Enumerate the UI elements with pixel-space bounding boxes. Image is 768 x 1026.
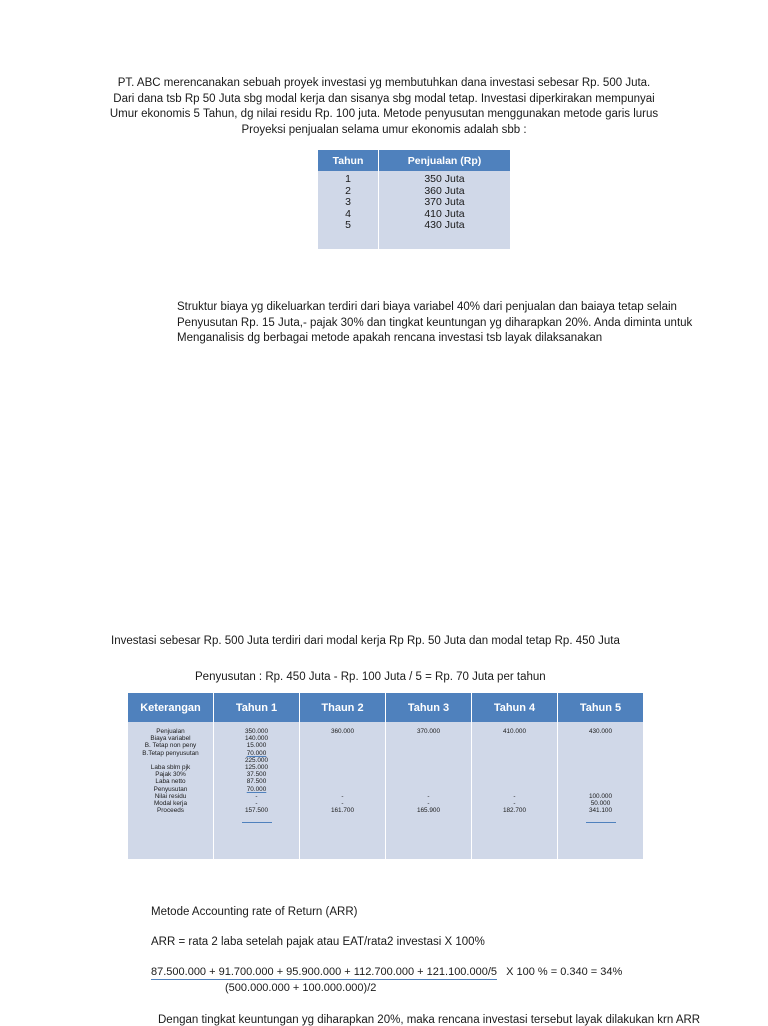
year-value: 3: [345, 196, 351, 208]
calc-year5-cell: [558, 722, 644, 859]
calc-value: [558, 757, 643, 764]
calc-label: [128, 757, 213, 764]
arr-result: X 100 % = 0.340 = 34%: [506, 966, 623, 978]
calc-value: [472, 778, 557, 785]
calc-label: Biaya variabel: [150, 735, 191, 743]
sales-table: [318, 150, 511, 249]
calc-year3-cell: [386, 722, 472, 859]
calc-value: 341.100: [588, 807, 613, 815]
intro-line: Dari dana tsb Rp 50 Juta sbg modal kerja dan sisanya sbg modal tetap. Investasi diperkirakan mempunyai: [113, 92, 655, 105]
calc-header: Keterangan: [128, 693, 214, 722]
calc-value: 370.000: [416, 728, 441, 735]
calc-value: -: [255, 800, 258, 808]
intro-line: Proyeksi penjualan selama umur ekonomis adalah sbb :: [241, 123, 527, 136]
calc-value: 50.000: [590, 800, 611, 808]
intro-paragraph: [0, 76, 768, 138]
calc-value: 157.500: [244, 807, 269, 815]
calc-value: [300, 778, 385, 785]
calc-label: Penyusutan: [153, 785, 188, 793]
calc-value: -: [255, 792, 258, 800]
calc-value: [472, 735, 557, 742]
calc-value: 70.000: [246, 785, 267, 793]
structure-line: Struktur biaya yg dikeluarkan terdiri dari biaya variabel 40% dari penjualan dan baiaya tetap selain: [177, 301, 677, 313]
calc-label: B. Tetap non peny: [144, 742, 197, 750]
calc-value: -: [513, 800, 516, 808]
calc-value: [386, 735, 471, 742]
calc-value: [386, 764, 471, 771]
calc-label: Laba sblm pjk: [150, 764, 191, 772]
calc-value: [300, 735, 385, 742]
calc-value: [300, 750, 385, 757]
structure-line: Menganalisis dg berbagai metode apakah rencana investasi tsb layak dilaksanakan: [177, 332, 603, 344]
calc-label: Pajak 30%: [155, 771, 186, 779]
calc-label: Proceeds: [157, 807, 184, 815]
cost-structure-paragraph: [177, 300, 692, 347]
calc-value: [558, 771, 643, 778]
calc-value: 430.000: [588, 728, 613, 735]
calc-value: [472, 764, 557, 771]
calculation-table: [128, 693, 644, 859]
calc-value: [386, 778, 471, 785]
sales-value: 350 Juta: [424, 173, 465, 185]
calc-year1-cell: [214, 722, 300, 859]
sales-value: 430 Juta: [424, 219, 465, 231]
intro-line: PT. ABC merencanakan sebuah proyek investasi yg membutuhkan dana investasi sebesar Rp. 500 Juta.: [117, 77, 651, 89]
calc-value: 100.000: [588, 792, 613, 800]
calc-year4-cell: [472, 722, 558, 859]
calc-value: 37.500: [246, 771, 267, 779]
calc-value: 87.500: [246, 778, 267, 786]
calc-value: [472, 757, 557, 764]
calc-value: 165.900: [416, 807, 441, 815]
arr-definition: ARR = rata 2 laba setelah pajak atau EAT/rata2 investasi X 100%: [151, 936, 485, 948]
calc-value: [386, 786, 471, 793]
calc-value: [558, 735, 643, 742]
arr-numerator: 87.500.000 + 91.700.000 + 95.900.000 + 112.700.000 + 121.100.000/5: [151, 966, 498, 978]
calc-labels-cell: [128, 722, 214, 859]
calc-label: B.Tetap penyusutan: [142, 749, 199, 757]
calc-value: 225.000: [244, 756, 269, 764]
sales-header-sales: Penjualan (Rp): [379, 150, 511, 171]
sales-value: 360 Juta: [424, 184, 465, 197]
calc-label: Penjualan: [156, 728, 185, 735]
arr-denominator: (500.000.000 + 100.000.000)/2: [225, 982, 377, 994]
arr-title: Metode Accounting rate of Return (ARR): [151, 906, 358, 918]
sales-values-cell: [379, 171, 511, 249]
calc-value: 140.000: [244, 735, 269, 743]
calc-value: -: [427, 800, 430, 808]
sales-value: 410 Juta: [424, 207, 465, 220]
calc-label: Laba netto: [155, 778, 186, 786]
year-value: 4: [345, 207, 351, 220]
calc-value: [472, 742, 557, 749]
sales-header-year: Tahun: [318, 150, 379, 171]
year-value: 1: [345, 173, 351, 185]
year-value: 5: [345, 219, 351, 231]
calc-value: [386, 750, 471, 757]
conclusion-line: Dengan tingkat keuntungan yg diharapkan 20%, maka rencana investasi tersebut layak dilakukan krn ARR: [158, 1014, 701, 1026]
calc-header: Thaun 2: [300, 693, 386, 722]
calc-value: [558, 778, 643, 785]
calc-value: [300, 742, 385, 749]
calc-value: [386, 757, 471, 764]
calc-value: -: [513, 792, 516, 800]
calc-header: Tahun 5: [558, 693, 644, 722]
calc-value: [472, 771, 557, 778]
calc-value: [558, 764, 643, 771]
sales-value: 370 Juta: [424, 196, 465, 208]
calc-value: [300, 786, 385, 793]
depreciation-line: Penyusutan : Rp. 450 Juta - Rp. 100 Juta / 5 = Rp. 70 Juta per tahun: [195, 671, 546, 683]
calc-value: -: [341, 800, 344, 808]
total-underline: [586, 822, 616, 823]
intro-line: Umur ekonomis 5 Tahun, dg nilai residu Rp. 100 juta. Metode penyusutan menggunakan metode garis lurus: [109, 108, 659, 121]
sales-years-cell: [318, 171, 379, 249]
calc-value: [300, 757, 385, 764]
structure-line: Penyusutan Rp. 15 Juta,- pajak 30% dan tingkat keuntungan yg diharapkan 20%. Anda diminta untuk: [177, 316, 693, 329]
calc-value: [558, 786, 643, 793]
calc-value: [300, 764, 385, 771]
arr-formula: [151, 966, 622, 978]
calc-value: 15.000: [246, 742, 267, 750]
calc-label: Nilai residu: [154, 792, 187, 800]
total-underline: [242, 822, 272, 823]
calc-value: -: [427, 792, 430, 800]
calc-year2-cell: [300, 722, 386, 859]
investment-line: Investasi sebesar Rp. 500 Juta terdiri dari modal kerja Rp Rp. 50 Juta dan modal tetap Rp. 450 Juta: [111, 635, 620, 647]
calc-value: -: [341, 792, 344, 800]
calc-value: 70.000: [246, 749, 267, 757]
calc-value: [472, 786, 557, 793]
calc-label: Modal kerja: [153, 800, 188, 808]
year-value: 2: [345, 184, 351, 197]
calc-header: Tahun 1: [214, 693, 300, 722]
calc-value: [386, 771, 471, 778]
calc-value: [472, 750, 557, 757]
calc-value: 125.000: [244, 764, 269, 772]
calc-value: [558, 742, 643, 749]
calc-header: Tahun 3: [386, 693, 472, 722]
calc-value: 182.700: [502, 807, 527, 815]
calc-value: [386, 742, 471, 749]
calc-value: 350.000: [244, 728, 269, 735]
calc-header: Tahun 4: [472, 693, 558, 722]
calc-value: [300, 771, 385, 778]
calc-value: [558, 750, 643, 757]
calc-value: 410.000: [502, 728, 527, 735]
calc-value: 161.700: [330, 807, 355, 815]
calc-value: 360.000: [330, 728, 355, 735]
